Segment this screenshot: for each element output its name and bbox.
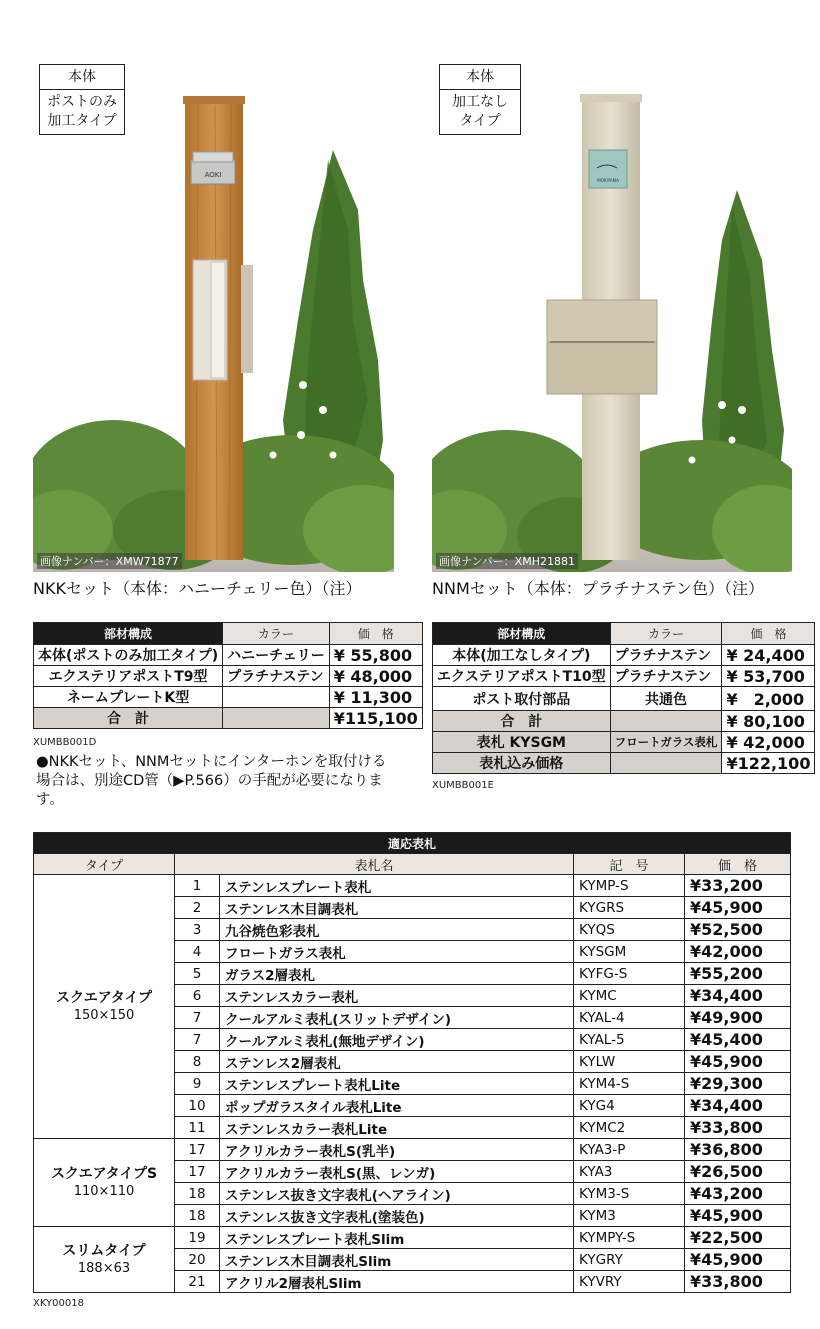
part-name: 本体(ポストのみ加工タイプ): [34, 645, 223, 666]
plate-name: クールアルミ表札(スリットデザイン): [220, 1007, 574, 1029]
plate-code: KYM3: [574, 1205, 685, 1227]
part-name: ポスト取付部品: [433, 687, 611, 711]
right-header-parts: 部材構成: [433, 623, 611, 645]
plate-code: KYM4-S: [574, 1073, 685, 1095]
total-row: [433, 711, 815, 732]
plate-number: 1: [175, 875, 220, 897]
plate-number: 8: [175, 1051, 220, 1073]
plate-name: ステンレスカラー表札Lite: [220, 1117, 574, 1139]
plate-price: ¥49,900: [685, 1007, 791, 1029]
part-price: ¥ 53,700: [722, 666, 815, 687]
plate-code: KYMC2: [574, 1117, 685, 1139]
part-color: [223, 687, 330, 708]
plate-code: KYAL-4: [574, 1007, 685, 1029]
plate-price: ¥45,900: [685, 1249, 791, 1271]
right-caption: NNMセット（本体：プラチナステン色）（注）: [432, 579, 764, 598]
plate-number: 3: [175, 919, 220, 941]
plate-name: ステンレスプレート表札Lite: [220, 1073, 574, 1095]
table-row: [34, 875, 791, 897]
plate-number: 7: [175, 1007, 220, 1029]
plate-price: ¥45,900: [685, 897, 791, 919]
plate-name: ポップガラスタイル表札Lite: [220, 1095, 574, 1117]
plate-price: ¥29,300: [685, 1073, 791, 1095]
header-price: 価 格: [685, 854, 791, 875]
plate-number: 4: [175, 941, 220, 963]
plate-code: KYVRY: [574, 1271, 685, 1293]
plate-number: 11: [175, 1117, 220, 1139]
plate-name: クールアルミ表札(無地デザイン): [220, 1029, 574, 1051]
incl-label: 表札込み価格: [433, 753, 611, 774]
part-price: ¥ 2,000: [722, 687, 815, 711]
right-set-table: [432, 622, 815, 774]
table-row: [433, 666, 815, 687]
right-tag-bottom-1: 加工なし: [452, 94, 508, 110]
part-color: プラチナステン: [610, 645, 722, 666]
plate-number: 10: [175, 1095, 220, 1117]
left-header-parts: 部材構成: [34, 623, 223, 645]
left-header-price: 価 格: [329, 623, 422, 645]
plate-code: KYM3-S: [574, 1183, 685, 1205]
plate-code: KYA3: [574, 1161, 685, 1183]
total-label: 合 計: [34, 708, 223, 729]
plate-label: 表札 KYSGM: [433, 732, 611, 753]
plate-name: ガラス2層表札: [220, 963, 574, 985]
plate-name: ステンレス木目調表札: [220, 897, 574, 919]
plate-code: KYMPY-S: [574, 1227, 685, 1249]
plate-price: ¥42,000: [685, 941, 791, 963]
total-color: [610, 711, 722, 732]
plate-price: ¥33,800: [685, 1117, 791, 1139]
nameplate-table: [33, 832, 791, 1293]
incl-row: [433, 753, 815, 774]
incl-price: ¥122,100: [722, 753, 815, 774]
plate-name: ステンレス木目調表札Slim: [220, 1249, 574, 1271]
plate-price: ¥55,200: [685, 963, 791, 985]
plate-code: KYMP-S: [574, 875, 685, 897]
right-table-code: XUMBB001E: [432, 780, 494, 791]
plate-price: ¥22,500: [685, 1227, 791, 1249]
left-tag-bottom-1: ポストのみ: [47, 94, 117, 110]
plate-type: スクエアタイプ: [55, 989, 153, 1006]
plate-number: 19: [175, 1227, 220, 1249]
right-image-number: 画像ナンバー：XMH21881: [436, 553, 578, 569]
total-label: 合 計: [433, 711, 611, 732]
part-color: プラチナステン: [223, 666, 330, 687]
plate-price: ¥45,400: [685, 1029, 791, 1051]
plate-size: 110×110: [73, 1183, 135, 1199]
table-row: [34, 1139, 791, 1161]
plate-number: 5: [175, 963, 220, 985]
right-product-photo: [432, 60, 792, 572]
plate-code: KYAL-5: [574, 1029, 685, 1051]
left-header-color: カラー: [223, 623, 330, 645]
part-price: ¥ 11,300: [329, 687, 422, 708]
right-plate-text: MORIYAMA: [597, 178, 619, 183]
plate-name: ステンレス抜き文字表札(ヘアライン): [220, 1183, 574, 1205]
plate-price: ¥33,800: [685, 1271, 791, 1293]
plate-price: ¥34,400: [685, 985, 791, 1007]
plate-number: 17: [175, 1139, 220, 1161]
plate-price: ¥43,200: [685, 1183, 791, 1205]
plate-type: スクエアタイプS: [50, 1165, 158, 1182]
plate-price: ¥45,900: [685, 1051, 791, 1073]
left-table-code: XUMBB001D: [33, 737, 97, 748]
total-price: ¥ 80,100: [722, 711, 815, 732]
plate-number: 7: [175, 1029, 220, 1051]
nameplate-table-code: XKY00018: [33, 1298, 84, 1309]
plate-code: KYFG-S: [574, 963, 685, 985]
plate-name: ステンレス抜き文字表札(塗装色): [220, 1205, 574, 1227]
header-code: 記 号: [574, 854, 685, 875]
plate-type-cell: [34, 1227, 175, 1293]
plate-number: 6: [175, 985, 220, 1007]
right-tag-bottom-2: タイプ: [459, 113, 501, 129]
right-header-price: 価 格: [722, 623, 815, 645]
left-product-photo: [33, 60, 394, 572]
plate-name: ステンレス2層表札: [220, 1051, 574, 1073]
plate-size: 188×63: [77, 1260, 131, 1276]
part-name: エクステリアポストT10型: [433, 666, 611, 687]
part-name: エクステリアポストT9型: [34, 666, 223, 687]
plate-price: ¥36,800: [685, 1139, 791, 1161]
plate-type: スリムタイプ: [62, 1242, 146, 1259]
right-tag-top: 本体: [440, 65, 520, 90]
left-body-tag: [39, 64, 125, 135]
plate-type-cell: [34, 875, 175, 1139]
plate-size: 150×150: [73, 1007, 135, 1023]
plate-code: KYGRS: [574, 897, 685, 919]
part-color: プラチナステン: [610, 666, 722, 687]
total-color: [223, 708, 330, 729]
plate-row: [433, 732, 815, 753]
plate-number: 21: [175, 1271, 220, 1293]
left-caption: NKKセット（本体：ハニーチェリー色）（注）: [33, 579, 362, 598]
plate-name: アクリルカラー表札S(乳半): [220, 1139, 574, 1161]
plate-code: KYGRY: [574, 1249, 685, 1271]
part-price: ¥ 24,400: [722, 645, 815, 666]
left-tag-top: 本体: [40, 65, 124, 90]
header-type: タイプ: [34, 854, 175, 875]
plate-name: ステンレスプレート表札Slim: [220, 1227, 574, 1249]
right-body-tag: [439, 64, 521, 135]
intercom-note: ●NKKセット、NNMセットにインターホンを取付ける場合は、別途CD管（▶P.566）の手配が必要になります。: [36, 754, 387, 808]
plate-number: 18: [175, 1205, 220, 1227]
table-row: [34, 1227, 791, 1249]
part-price: ¥ 55,800: [329, 645, 422, 666]
plate-name: アクリル2層表札Slim: [220, 1271, 574, 1293]
plate-price: ¥45,900: [685, 1205, 791, 1227]
plate-number: 18: [175, 1183, 220, 1205]
plate-name: アクリルカラー表札S(黒、レンガ): [220, 1161, 574, 1183]
plate-code: KYSGM: [574, 941, 685, 963]
right-header-color: カラー: [610, 623, 722, 645]
table-row: [433, 687, 815, 711]
plate-color: フロートガラス表札: [610, 732, 722, 753]
plate-number: 17: [175, 1161, 220, 1183]
plate-code: KYMC: [574, 985, 685, 1007]
header-name: 表札名: [175, 854, 574, 875]
plate-price: ¥26,500: [685, 1161, 791, 1183]
table-row: [34, 687, 423, 708]
plate-name: ステンレスカラー表札: [220, 985, 574, 1007]
left-tag-bottom-2: 加工タイプ: [47, 113, 117, 129]
left-set-table: [33, 622, 423, 729]
plate-number: 9: [175, 1073, 220, 1095]
part-price: ¥ 48,000: [329, 666, 422, 687]
plate-price: ¥33,200: [685, 875, 791, 897]
plate-code: KYA3-P: [574, 1139, 685, 1161]
plate-name: ステンレスプレート表札: [220, 875, 574, 897]
total-price: ¥115,100: [329, 708, 422, 729]
plate-code: KYG4: [574, 1095, 685, 1117]
table-row: [433, 645, 815, 666]
plate-name: 九谷焼色彩表札: [220, 919, 574, 941]
left-plate-text: AOKI: [204, 171, 222, 179]
plate-code: KYQS: [574, 919, 685, 941]
plate-name: フロートガラス表札: [220, 941, 574, 963]
nameplate-table-title: 適応表札: [34, 833, 791, 854]
incl-color: [610, 753, 722, 774]
part-name: ネームプレートK型: [34, 687, 223, 708]
plate-price: ¥34,400: [685, 1095, 791, 1117]
left-image-number: 画像ナンバー：XMW71877: [37, 553, 182, 569]
plate-price: ¥ 42,000: [722, 732, 815, 753]
part-color: ハニーチェリー: [223, 645, 330, 666]
plate-code: KYLW: [574, 1051, 685, 1073]
plate-number: 20: [175, 1249, 220, 1271]
table-row: [34, 666, 423, 687]
plate-number: 2: [175, 897, 220, 919]
part-name: 本体(加工なしタイプ): [433, 645, 611, 666]
table-row: [34, 645, 423, 666]
part-color: 共通色: [610, 687, 722, 711]
plate-price: ¥52,500: [685, 919, 791, 941]
total-row: [34, 708, 423, 729]
plate-type-cell: [34, 1139, 175, 1227]
